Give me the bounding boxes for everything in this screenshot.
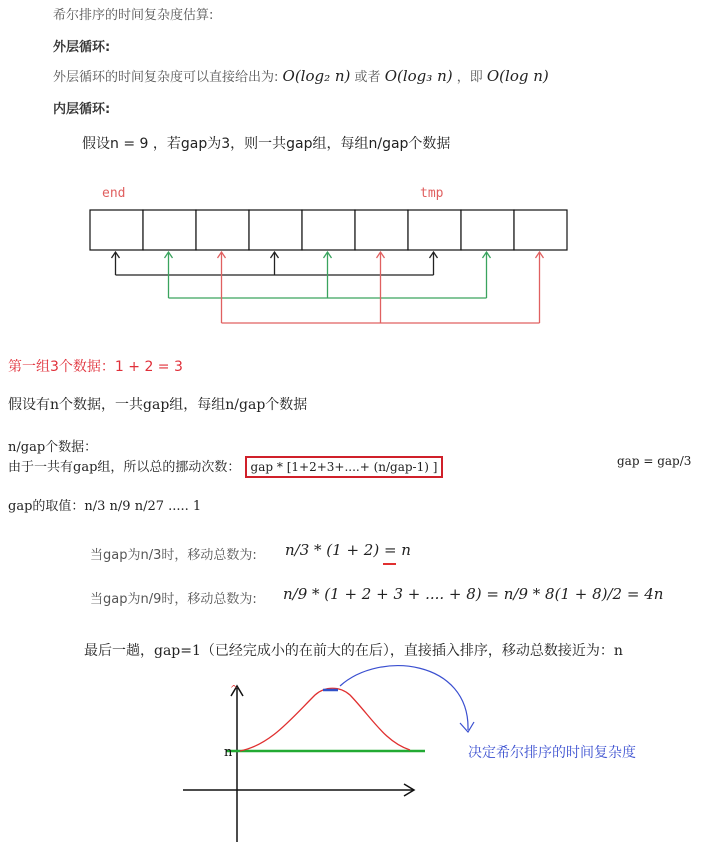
array-cell	[90, 210, 143, 250]
array-cell	[249, 210, 302, 250]
complexity-log2: O(log₂ n)	[282, 67, 351, 85]
total-moves-expression: gap * [1+2+3+....+ (n/gap-1) ]	[245, 456, 444, 478]
case1-label: 当gap为n/3时，移动总数为:	[90, 548, 257, 563]
outer-loop-text: 外层循环的时间复杂度可以直接给出为:	[53, 70, 279, 85]
complexity-graph	[183, 666, 474, 842]
gap-update-rule: gap = gap/3	[617, 454, 692, 468]
array-cell	[408, 210, 461, 250]
y-mark-n: n	[224, 745, 233, 760]
group-arrows	[112, 252, 544, 323]
case1-expression: n/3 * (1 + 2) = n	[285, 541, 411, 559]
array-cell	[302, 210, 355, 250]
intro-text: 希尔排序的时间复杂度估算:	[53, 8, 214, 23]
inner-loop-heading: 内层循环:	[53, 102, 111, 117]
end-label: end	[102, 186, 126, 201]
tmp-label: tmp	[420, 186, 444, 201]
outer-loop-heading: 外层循环:	[53, 40, 111, 55]
case2-label: 当gap为n/9时，移动总数为:	[90, 592, 257, 607]
case2-expression: n/9 * (1 + 2 + 3 + .... + 8) = n/9 * 8(1 + 8)/2 = 4n	[283, 585, 664, 603]
array-cell	[143, 210, 196, 250]
general-assumption: 假设有n个数据，一共gap组，每组n/gap个数据	[8, 397, 308, 413]
group-1-arrows	[112, 252, 438, 275]
annotation-arrow	[340, 666, 468, 730]
per-group-line: n/gap个数据：	[8, 440, 98, 455]
array-cell	[461, 210, 514, 250]
graph-annotation: 决定希尔排序的时间复杂度	[468, 745, 636, 761]
complexity-log3: O(log₃ n)	[384, 67, 453, 85]
array-cell	[196, 210, 249, 250]
movement-curve	[240, 688, 410, 751]
ie-word: ，即	[456, 70, 483, 85]
group-3-arrows	[218, 252, 544, 323]
or-word: 或者	[354, 70, 381, 85]
array-cells	[90, 210, 567, 250]
y-top-mark: ^	[230, 685, 238, 695]
total-moves-line	[8, 456, 443, 475]
gap-values-line: gap的取值：n/3 n/9 n/27 ..... 1	[8, 499, 202, 514]
assumption-text: 假设n = 9 ，若gap为3，则一共gap组，每组n/gap个数据	[82, 136, 451, 152]
complexity-logn: O(log n)	[486, 67, 549, 85]
array-cell	[355, 210, 408, 250]
first-group-note: 第一组3个数据：1 + 2 = 3	[8, 359, 183, 375]
case1-underline	[383, 563, 396, 565]
array-cell	[514, 210, 567, 250]
annotation-arrowhead	[460, 722, 474, 732]
last-pass-line: 最后一趟，gap=1（已经完成小的在前大的在后），直接插入排序，移动总数接近为：n	[84, 643, 623, 659]
total-moves-text: 由于一共有gap组，所以总的挪动次数：	[8, 460, 241, 475]
